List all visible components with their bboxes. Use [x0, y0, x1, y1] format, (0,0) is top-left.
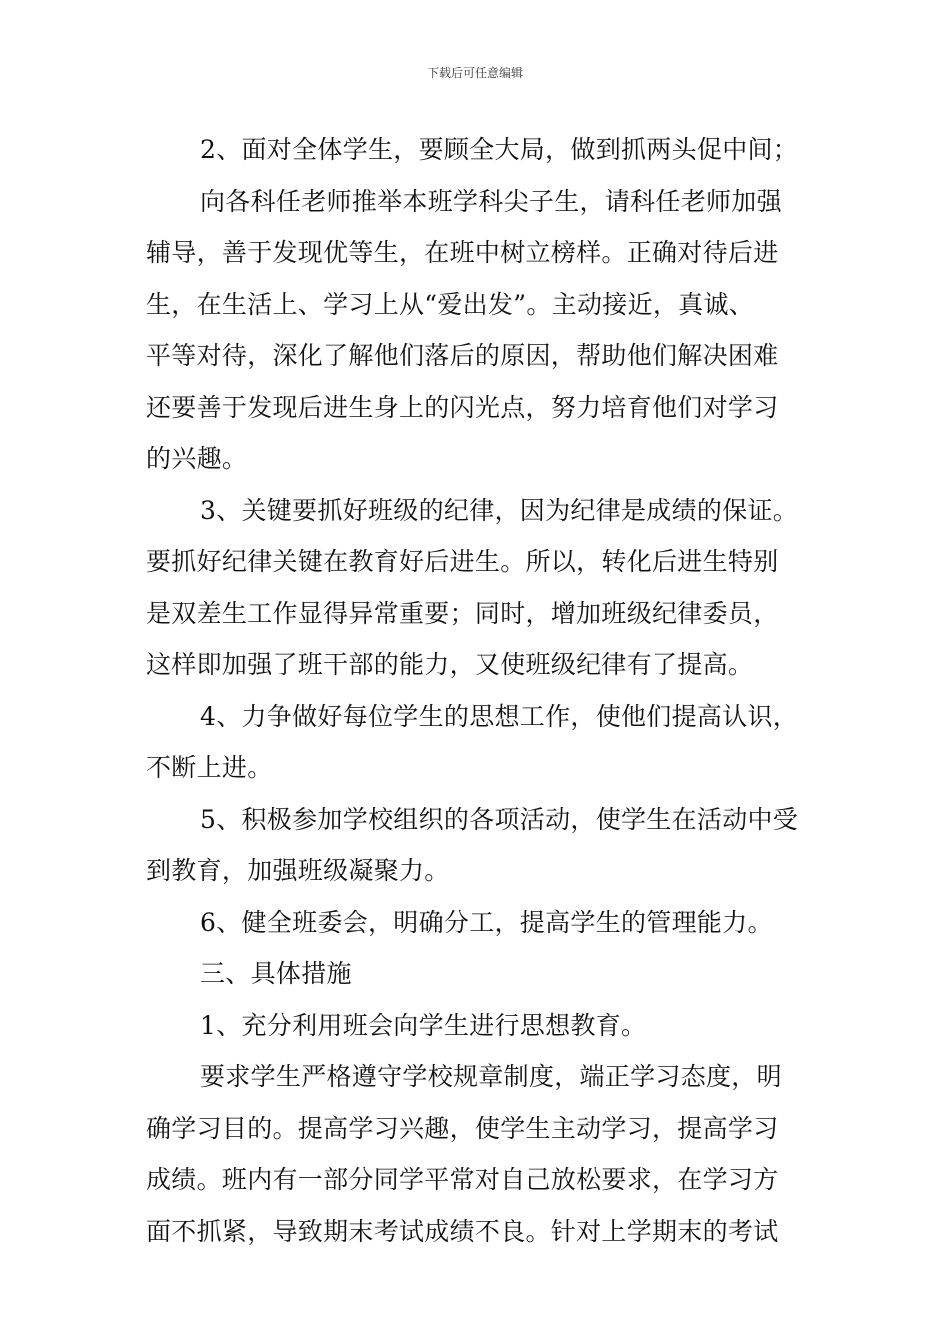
- header-note: 下载后可任意编辑: [426, 66, 523, 80]
- text-line: 不断上进。: [146, 753, 273, 782]
- text-line: 1、充分利用班会向学生进行思想教育。: [200, 1010, 647, 1040]
- section-heading: 三、具体措施: [200, 959, 352, 988]
- text-line: 6、健全班委会，明确分工，提高学生的管理能力。: [200, 907, 773, 937]
- text-line: 4、力争做好每位学生的思想工作，使他们提高认识，: [200, 701, 799, 731]
- text-line: 还要善于发现后进生身上的闪光点，努力培育他们对学习: [146, 392, 779, 422]
- text-line: 生，在生活上、学习上从“爱出发”。主动接近，真诚、: [146, 289, 755, 319]
- text-line: 要求学生严格遵守学校规章制度，端正学习态度，明: [200, 1062, 782, 1091]
- text-line: 的兴趣。: [146, 444, 248, 473]
- text-line: 成绩。班内有一部分同学平常对自己放松要求，在学习方: [146, 1165, 779, 1194]
- text-line: 是双差生工作显得异常重要；同时，增加班级纪律委员，: [146, 598, 779, 628]
- text-line: 2、面对全体学生，要顾全大局，做到抓两头促中间；: [200, 135, 799, 164]
- text-line: 这样即加强了班干部的能力，又使班级纪律有了提高。: [146, 650, 754, 679]
- text-line: 向各科任老师推举本班学科尖子生，请科任老师加强: [200, 186, 782, 216]
- text-line: 辅导，善于发现优等生，在班中树立榜样。正确对待后进: [146, 238, 779, 267]
- text-line: 面不抓紧，导致期末考试成绩不良。针对上学期末的考试: [146, 1216, 779, 1246]
- text-line: 到教育，加强班级凝聚力。: [146, 856, 450, 885]
- document-body: [146, 124, 810, 1257]
- text-line: 3、关键要抓好班级的纪律，因为纪律是成绩的保证。: [200, 495, 799, 525]
- text-line: 平等对待，深化了解他们落后的原因，帮助他们解决困难: [146, 341, 779, 370]
- text-line: 5、积极参加学校组织的各项活动，使学生在活动中受: [200, 804, 799, 834]
- text-line: 确学习目的。提高学习兴趣，使学生主动学习，提高学习: [146, 1113, 779, 1143]
- text-line: 要抓好纪律关键在教育好后进生。所以，转化后进生特别: [146, 547, 779, 576]
